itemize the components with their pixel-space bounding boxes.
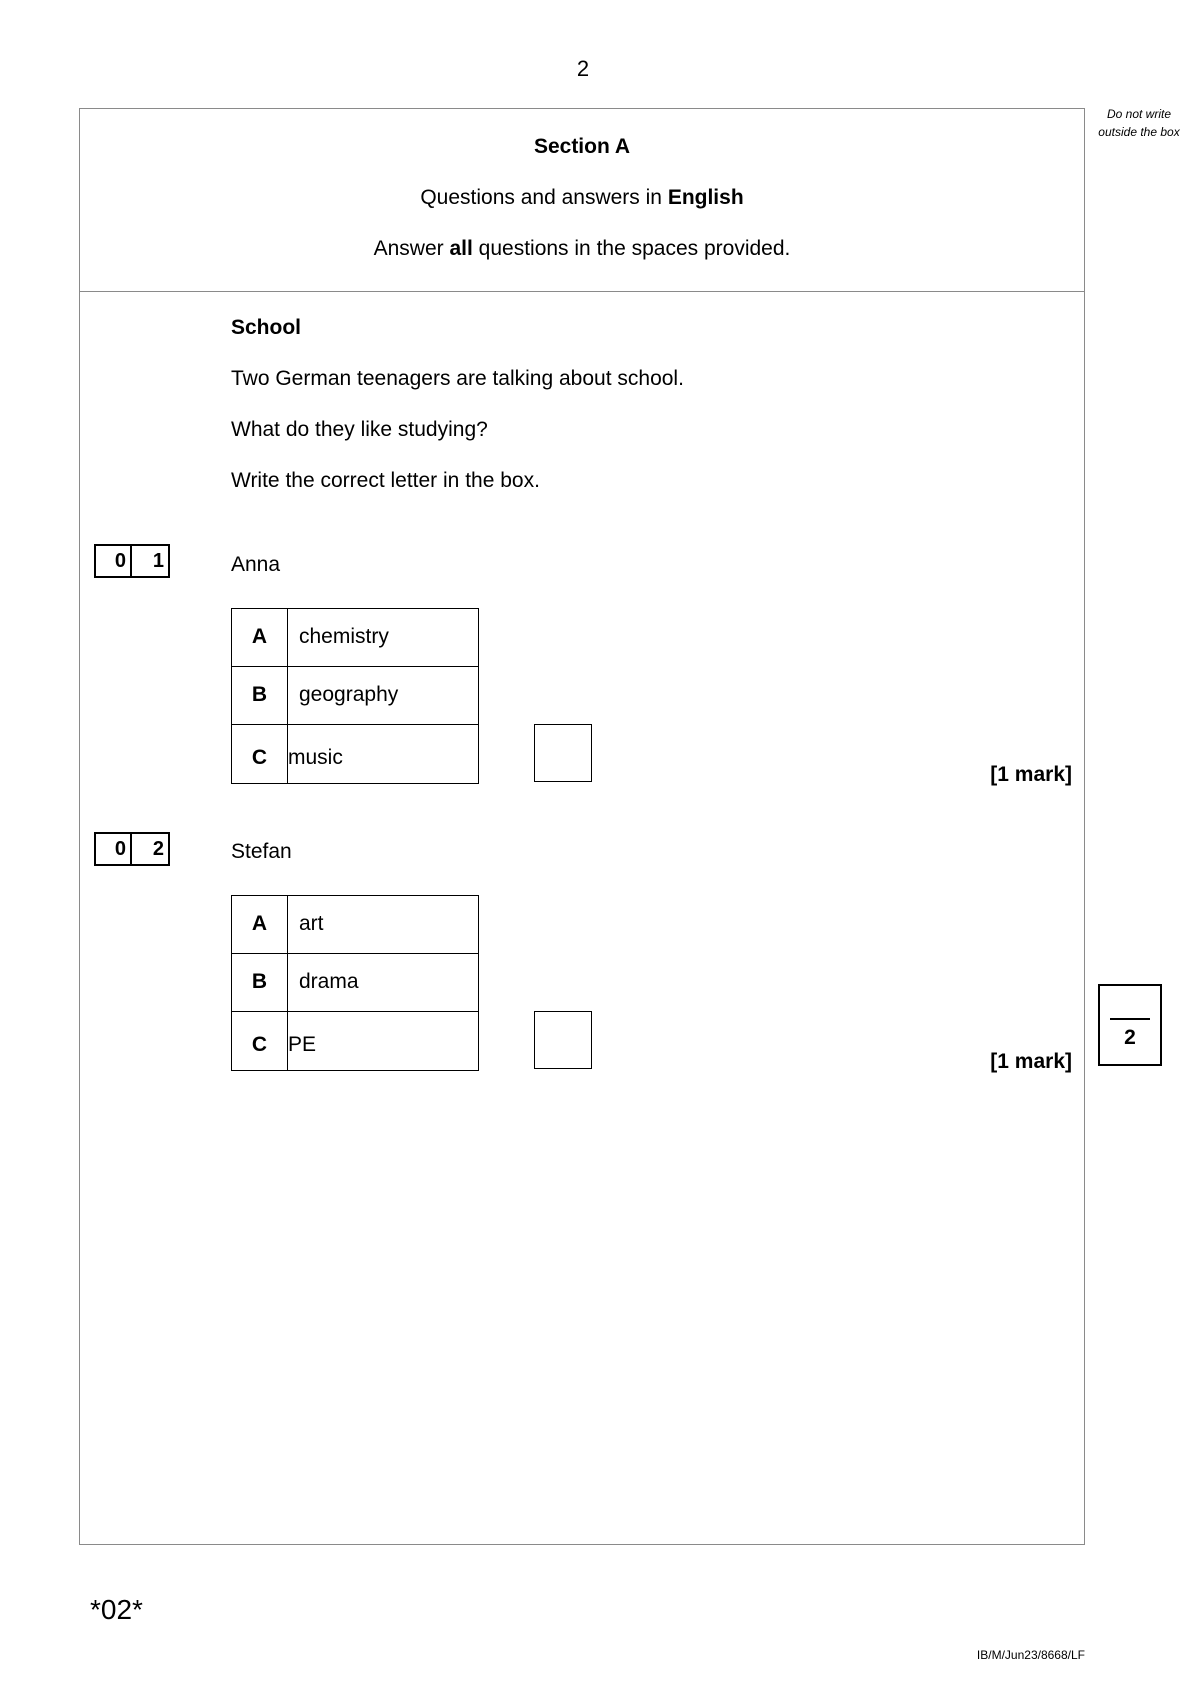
score-box (1098, 984, 1162, 1066)
section-title: Section A (533, 135, 631, 158)
question-number-box (94, 832, 170, 866)
answer-box[interactable] (534, 724, 592, 782)
option-text: drama (299, 970, 359, 993)
section-divider (79, 291, 1085, 292)
section-language-text: Questions and answers in (420, 186, 668, 209)
options-table (231, 608, 479, 784)
reference-code: IB/M/Jun23/8668/LF (976, 1648, 1085, 1662)
option-row (232, 896, 478, 954)
section-instruction (79, 237, 1085, 261)
option-row (232, 667, 478, 725)
question-name: Stefan (231, 840, 292, 863)
section-language-note (79, 186, 1085, 210)
question-name: Anna (231, 553, 281, 576)
option-text: geography (299, 683, 399, 706)
margin-note: Do not write outside the box (1098, 107, 1180, 139)
question-digit: 0 (96, 546, 132, 576)
topic-instruction: Write the correct letter in the box. (231, 469, 540, 492)
option-letter: B (232, 667, 288, 724)
page-code: *02* (90, 1594, 143, 1625)
question-number-box (94, 544, 170, 578)
section-instruction-post: questions in the spaces provided. (472, 237, 791, 260)
score-total: 2 (1124, 1026, 1136, 1049)
answer-box[interactable] (534, 1011, 592, 1069)
option-letter: C (232, 1012, 288, 1070)
option-letter: A (232, 609, 288, 666)
mark-label: [1 mark] (990, 763, 1072, 786)
question-digit: 0 (96, 834, 132, 864)
section-language-emphasis: English (667, 186, 744, 209)
mark-label: [1 mark] (990, 1050, 1072, 1073)
options-table (231, 895, 479, 1071)
option-text: PE (288, 1033, 317, 1056)
page-number: 2 (576, 56, 590, 81)
question-digit: 2 (152, 838, 164, 860)
score-divider (1110, 1018, 1150, 1020)
option-row (232, 1012, 478, 1070)
option-letter: A (232, 896, 288, 953)
section-instruction-emphasis: all (449, 237, 473, 260)
topic-question: What do they like studying? (231, 418, 488, 441)
option-text: chemistry (299, 625, 389, 648)
option-row (232, 609, 478, 667)
topic-intro: Two German teenagers are talking about school. (231, 367, 684, 390)
answer-area-border (79, 108, 1085, 1545)
option-letter: C (232, 725, 288, 783)
option-row (232, 725, 478, 783)
section-instruction-pre: Answer (373, 237, 450, 260)
topic-heading: School (231, 316, 302, 339)
option-row (232, 954, 478, 1012)
question-digit: 1 (152, 550, 164, 572)
option-letter: B (232, 954, 288, 1011)
option-text: music (288, 746, 343, 769)
option-text: art (299, 912, 324, 935)
